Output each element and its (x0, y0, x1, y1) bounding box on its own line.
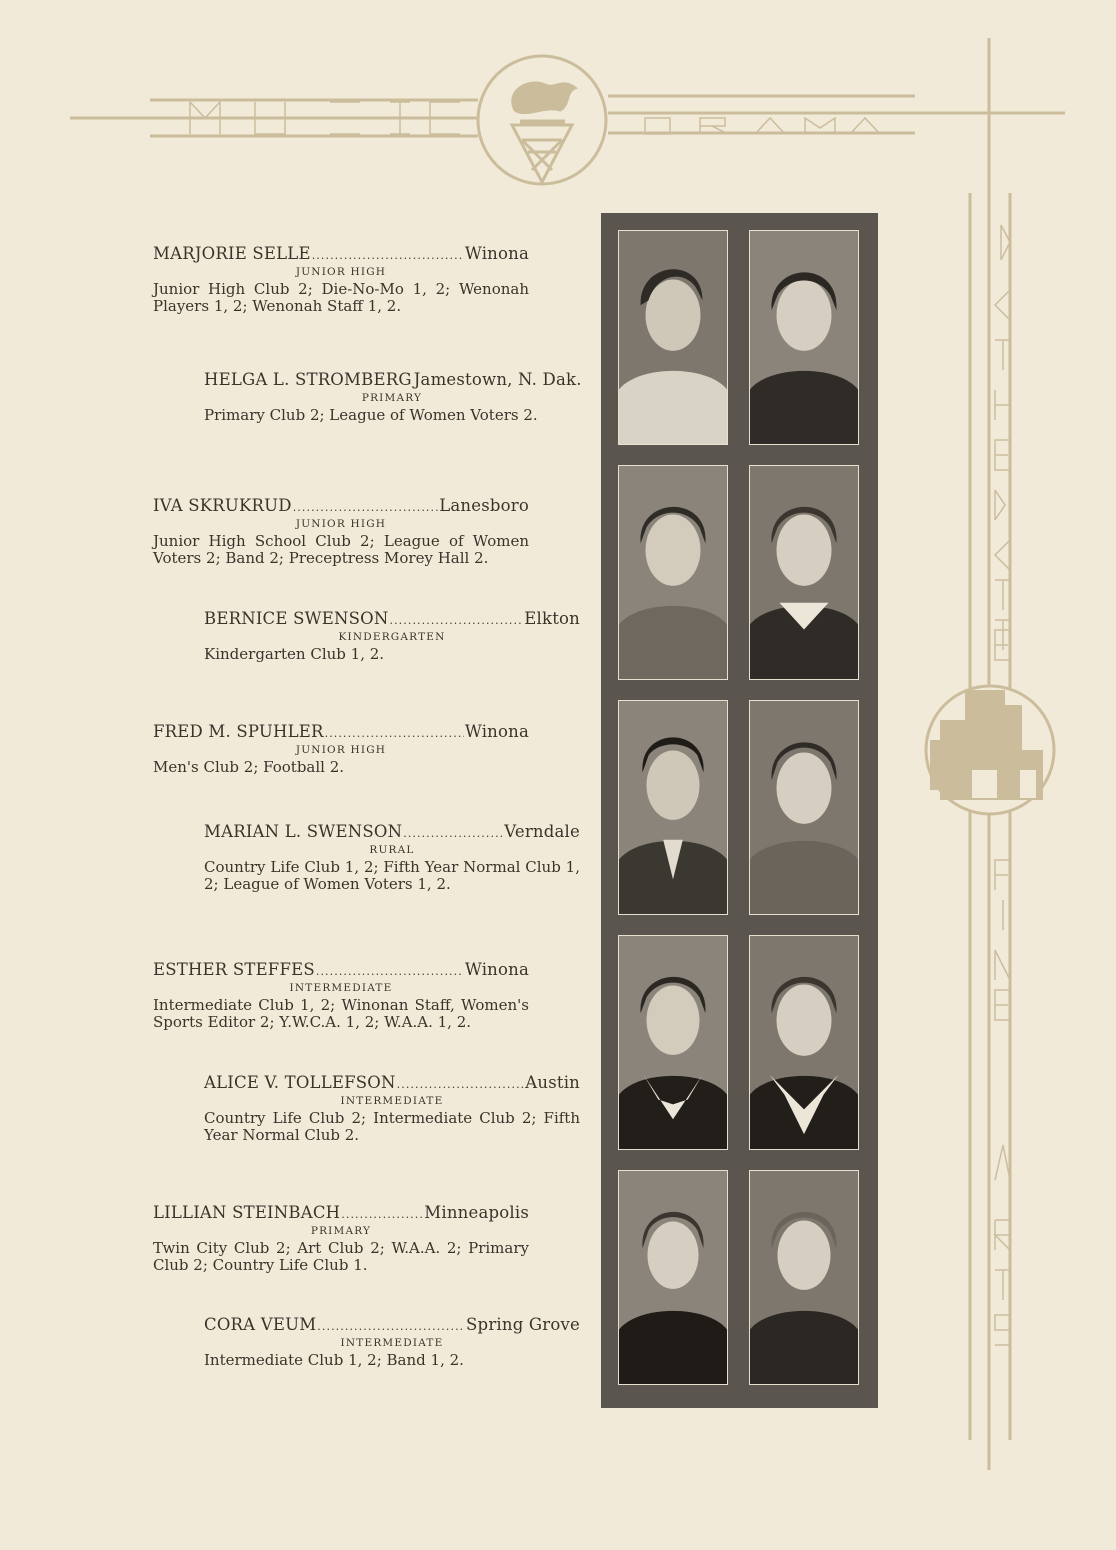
activities: Intermediate Club 1, 2; Band 1, 2. (204, 1351, 464, 1369)
dot-leader (389, 609, 523, 628)
hometown: Winona (464, 960, 529, 979)
portrait-photo (618, 935, 728, 1150)
hometown: Austin (525, 1073, 580, 1092)
dot-leader (293, 496, 439, 515)
portrait-photo (749, 700, 859, 915)
portrait-photo (749, 465, 859, 680)
dot-leader (317, 1315, 465, 1334)
portrait-photo (749, 1170, 859, 1385)
student-name: LILLIAN STEINBACH (153, 1203, 341, 1222)
portrait-photo (618, 230, 728, 445)
department: PRIMARY (310, 1225, 372, 1237)
entry-alice-tollefson (204, 1073, 580, 1144)
dot-leader (341, 1203, 423, 1222)
student-name: CORA VEUM (204, 1315, 317, 1334)
activities: Twin City Club 2; Art Club 2; W.A.A. 2; Primary Club 2; Country Life Club 1. (153, 1239, 529, 1274)
city-medallion (926, 686, 1054, 814)
activities: Country Life Club 1, 2; Fifth Year Normal Club 1, 2; League of Women Voters 1, 2. (204, 858, 580, 893)
department: RURAL (369, 844, 415, 856)
entry-fred-spuhler (153, 722, 529, 776)
department: JUNIOR HIGH (295, 518, 387, 530)
entry-marian-swenson (204, 822, 580, 893)
hometown: Elkton (524, 609, 580, 628)
portrait-photo (618, 1170, 728, 1385)
dot-leader (312, 244, 464, 263)
activities: Country Life Club 2; Intermediate Club 2; Fifth Year Normal Club 2. (204, 1109, 580, 1144)
hometown: Spring Grove (466, 1315, 580, 1334)
portrait-photo (618, 465, 728, 680)
activities: Junior High School Club 2; League of Women Voters 2; Band 2; Preceptress Morey Hall 2. (153, 532, 529, 567)
department: JUNIOR HIGH (295, 744, 387, 756)
department: KINDERGARTEN (338, 631, 446, 643)
dot-leader (316, 960, 464, 979)
portrait-photo (749, 935, 859, 1150)
entry-cora-veum (204, 1315, 580, 1369)
department: PRIMARY (361, 392, 423, 404)
entry-iva-skrukrud (153, 496, 529, 567)
department: INTERMEDIATE (340, 1337, 444, 1349)
hometown: Minneapolis (424, 1203, 529, 1222)
dot-leader (397, 1073, 525, 1092)
department: INTERMEDIATE (340, 1095, 444, 1107)
student-name: ALICE V. TOLLEFSON (204, 1073, 396, 1092)
portrait-strip (601, 213, 878, 1408)
activities: Primary Club 2; League of Women Voters 2. (204, 406, 538, 424)
hometown: Winona (464, 244, 529, 263)
dot-leader (403, 822, 503, 841)
student-name: MARIAN L. SWENSON (204, 822, 403, 841)
student-name: ESTHER STEFFES (153, 960, 315, 979)
hometown: Winona (464, 722, 529, 741)
student-name: BERNICE SWENSON (204, 609, 389, 628)
torch-medallion (478, 56, 606, 184)
activities: Kindergarten Club 1, 2. (204, 645, 385, 663)
hometown: Jamestown, N. Dak. (413, 370, 582, 389)
mathematics-lettering (995, 225, 1010, 660)
fine-arts-lettering (995, 860, 1010, 1345)
department: JUNIOR HIGH (295, 266, 387, 278)
entry-esther-steffes (153, 960, 529, 1031)
student-name: MARJORIE SELLE (153, 244, 311, 263)
activities: Junior High Club 2; Die-No-Mo 1, 2; Wenonah Players 1, 2; Wenonah Staff 1, 2. (153, 280, 529, 315)
student-name: HELGA L. STROMBERG (204, 370, 412, 389)
student-name: FRED M. SPUHLER (153, 722, 324, 741)
dot-leader (325, 722, 464, 741)
student-name: IVA SKRUKRUD (153, 496, 292, 515)
portrait-photo (749, 230, 859, 445)
activities: Men's Club 2; Football 2. (153, 758, 345, 776)
portrait-photo (618, 700, 728, 915)
activities: Intermediate Club 1, 2; Winonan Staff, Women's Sports Editor 2; Y.W.C.A. 1, 2; W.A.A. 1, 2. (153, 996, 529, 1031)
hometown: Verndale (504, 822, 580, 841)
entry-bernice-swenson (204, 609, 580, 663)
entry-marjorie-selle (153, 244, 529, 315)
entry-helga-stromberg (204, 370, 580, 424)
entry-lillian-steinbach (153, 1203, 529, 1274)
hometown: Lanesboro (439, 496, 529, 515)
department: INTERMEDIATE (289, 982, 393, 994)
